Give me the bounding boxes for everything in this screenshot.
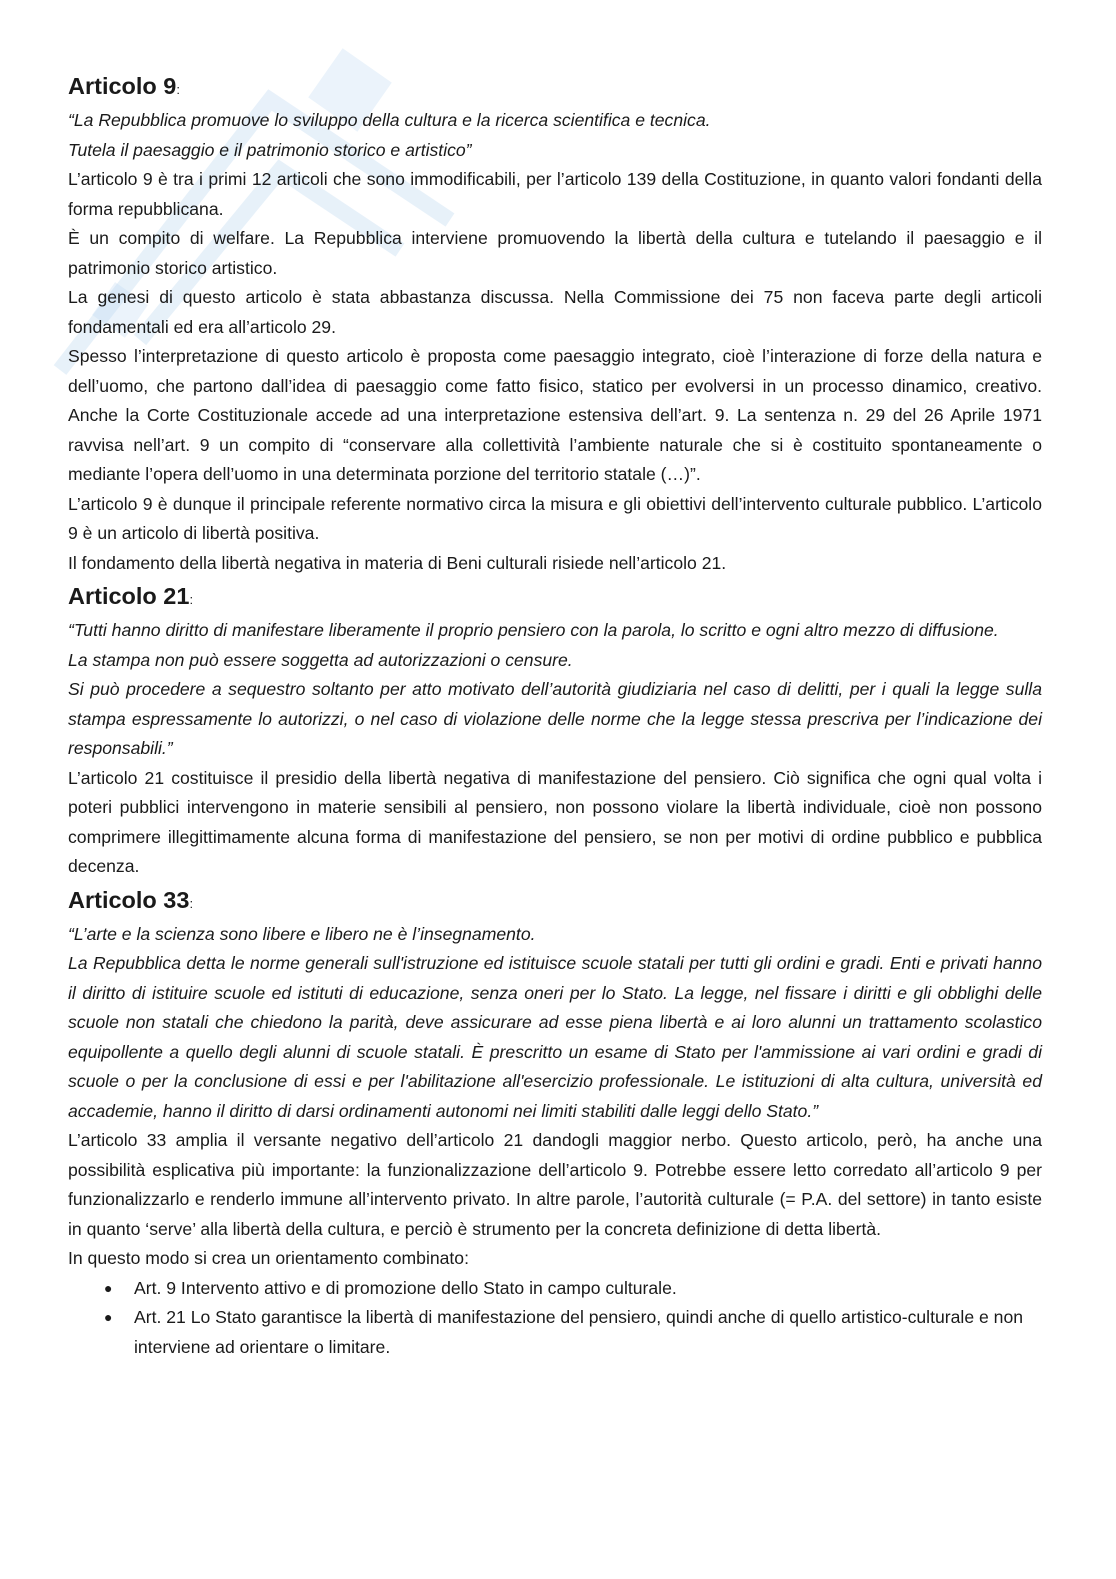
heading-articolo-33: Articolo 33: — [68, 886, 194, 913]
bullet-list — [68, 1274, 1042, 1363]
quote-line: La stampa non può essere soggetta ad autorizzazioni o censure. — [68, 649, 573, 670]
paragraph: La genesi di questo articolo è stata abbastanza discussa. Nella Commissione dei 75 non faceva parte degli articoli fondamentali ed era all’articolo 29. — [68, 287, 1042, 337]
quote-line: La Repubblica detta le norme generali sull'istruzione ed istituisce scuole statali per tutti gli ordini e gradi. Enti e privati hanno il diritto di istituire scuole ed istituti di educazione, senza oneri per lo Stato. La legge, nel fissare i diritti e gli obblighi delle scuole non statali che chiedono la parità, deve assicurare ad esse piena libertà e ai loro alunni un trattamento scolastico equipollente a quello degli alunni di scuole statali. È prescritto un esame di Stato per l'ammissione ai vari ordini e gradi di scuole o per la conclusione di essi e per l'abilitazione all'esercizio professionale. Le istituzioni di alta cultura, università ed accademie, hanno il diritto di darsi ordinamenti autonomi nei limiti stabiliti dalle leggi dello Stato.” — [68, 953, 1042, 1121]
quote-line: “Tutti hanno diritto di manifestare liberamente il proprio pensiero con la parola, lo scritto e ogni altro mezzo di diffusione. — [68, 620, 999, 640]
section-articolo-9 — [68, 70, 1042, 578]
quote-line: Tutela il paesaggio e il patrimonio storico e artistico” — [68, 139, 472, 160]
paragraph: L’articolo 9 è tra i primi 12 articoli che sono immodificabili, per l’articolo 139 della Costituzione, in quanto valori fondanti della forma repubblicana. — [68, 169, 1042, 219]
document-page — [68, 70, 1042, 1362]
bullet-icon: ● — [104, 1309, 113, 1325]
paragraph: Il fondamento della libertà negativa in materia di Beni culturali risiede nell’articolo 21. — [68, 552, 727, 573]
list-item: ● Art. 21 Lo Stato garantisce la libertà di manifestazione del pensiero, quindi anche di quello artistico-culturale e non interviene ad orientare o limitare. — [134, 1303, 1042, 1362]
quote-line: “La Repubblica promuove lo sviluppo della cultura e la ricerca scientifica e tecnica. — [68, 110, 711, 130]
paragraph: L’articolo 9 è dunque il principale referente normativo circa la misura e gli obiettivi dell’intervento culturale pubblico. L’articolo 9 è un articolo di libertà positiva. — [68, 493, 1042, 543]
quote-line: “L’arte e la scienza sono libere e libero ne è l’insegnamento. — [68, 923, 536, 944]
paragraph: Spesso l’interpretazione di questo articolo è proposta come paesaggio integrato, cioè l’interazione di forze della natura e dell’uomo, che partono dall’idea di paesaggio come fatto fisico, statico per evolversi in un processo dinamico, creativo. Anche la Corte Costituzionale accede ad una interpretazione estensiva dell’art. 9. La sentenza n. 29 del 26 Aprile 1971 ravvisa nell’art. 9 un compito di “conservare alla collettività l’ambiente naturale che si è costituito spontaneamente o mediante l’opera dell’uomo in una determinata porzione del territorio statale (…)”. — [68, 346, 1042, 484]
quote-line: Si può procedere a sequestro soltanto per atto motivato dell’autorità giudiziaria nel caso di delitti, per i quali la legge sulla stampa espressamente lo autorizzi, o nel caso di violazione delle norme che la legge stessa prescriva per l’indicazione dei responsabili.” — [68, 679, 1042, 758]
paragraph: È un compito di welfare. La Repubblica interviene promuovendo la libertà della cultura e tutelando il paesaggio e il patrimonio storico artistico. — [68, 228, 1042, 278]
paragraph: L’articolo 21 costituisce il presidio della libertà negativa di manifestazione del pensiero. Ciò significa che ogni qual volta i poteri pubblici intervengono in materie sensibili al pensiero, non possono violare la libertà individuale, cioè non possono comprimere illegittimamente alcuna forma di manifestazione del pensiero, se non per motivi di ordine pubblico e pubblica decenza. — [68, 767, 1042, 876]
list-item: ● Art. 9 Intervento attivo e di promozione dello Stato in campo culturale. — [134, 1274, 1042, 1304]
paragraph: L’articolo 33 amplia il versante negativo dell’articolo 21 dandogli maggior nerbo. Questo articolo, però, ha anche una possibilità esplicativa più importante: la funzionalizzazione dell’articolo 9. Potrebbe essere letto corredato all’articolo 9 per funzionalizzarlo e renderlo immune all’intervento privato. In altre parole, l’autorità culturale (= P.A. del settore) in tanto esiste in quanto ‘serve’ alla libertà della cultura, e perciò è strumento per la concreta definizione di detta libertà. — [68, 1130, 1042, 1239]
heading-articolo-9: Articolo 9: — [68, 73, 181, 99]
section-articolo-21 — [68, 580, 1042, 882]
paragraph: In questo modo si crea un orientamento combinato: — [68, 1248, 469, 1268]
bullet-icon: ● — [104, 1279, 113, 1296]
section-articolo-33 — [68, 884, 1042, 1363]
heading-articolo-21: Articolo 21: — [68, 583, 194, 609]
